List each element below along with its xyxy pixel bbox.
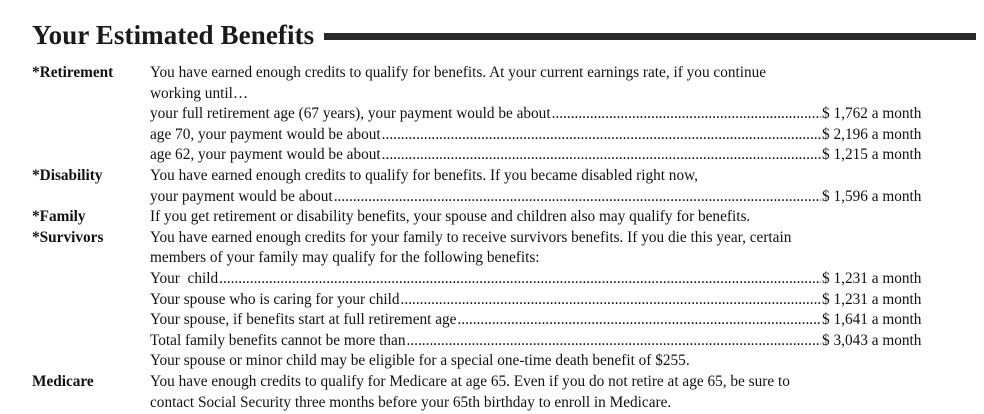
family-body (150, 207, 940, 228)
dot-leader (407, 331, 822, 352)
dot-leader (401, 290, 821, 311)
benefit-row-text: Your spouse who is caring for your child (150, 290, 400, 308)
disability-section (32, 166, 952, 207)
page-title: Your Estimated Benefits (32, 19, 315, 50)
survivors-body (150, 228, 940, 372)
dot-leader (219, 269, 821, 290)
retirement-label: *Retirement (32, 64, 114, 81)
dot-leader (382, 145, 821, 166)
survivors-intro: You have earned enough credits for your family to receive survivors benefits. If you die this year, certain members of your family may qualify for the following benefits: (150, 228, 792, 267)
benefit-row-amount: $ 1,762 a month (822, 105, 922, 123)
dot-leader (457, 310, 821, 331)
benefit-row-text: Your child (150, 269, 219, 287)
benefit-row (150, 310, 940, 331)
benefits-content (32, 63, 952, 413)
retirement-intro: You have earned enough credits to qualify for benefits. At your current earnings rate, if you continue working until… (150, 64, 767, 102)
benefit-row-amount: $ 1,215 a month (822, 146, 922, 164)
family-label: *Family (32, 208, 86, 226)
family-section (32, 207, 952, 228)
survivors-label: *Survivors (32, 228, 104, 246)
benefit-row-text: your full retirement age (67 years), your payment would be about (150, 105, 551, 123)
medicare-body (150, 372, 940, 413)
disability-body (150, 166, 940, 207)
medicare-text: You have enough credits to qualify for Medicare at age 65. Even if you do not retire at age 65, be sure to contact Social Security three months before your 65th birthday to enroll in Medicare. (150, 372, 790, 411)
benefit-row (150, 331, 940, 352)
benefit-row-amount: $ 1,231 a month (822, 269, 922, 287)
medicare-label: Medicare (32, 372, 94, 390)
survivors-note: Your spouse or minor child may be eligible for a special one-time death benefit of $255. (150, 352, 690, 370)
benefit-row (150, 145, 940, 166)
title-rule (324, 33, 976, 40)
benefit-row (150, 269, 940, 290)
benefit-row-amount: $ 1,231 a month (822, 290, 922, 308)
disability-label: *Disability (32, 166, 103, 184)
benefit-row-text: Total family benefits cannot be more than (150, 331, 406, 349)
dot-leader (382, 125, 821, 146)
benefit-row (150, 125, 940, 146)
retirement-section (32, 63, 952, 166)
survivors-section (32, 228, 952, 372)
benefit-row-text: age 62, your payment would be about (150, 146, 381, 164)
benefit-row (150, 290, 940, 311)
header (32, 17, 976, 53)
dot-leader (334, 187, 821, 208)
benefit-row-amount: $ 1,596 a month (822, 187, 922, 205)
benefit-row (150, 187, 940, 208)
medicare-section (32, 372, 952, 413)
disability-intro: You have earned enough credits to qualify for benefits. If you became disabled right now, (150, 166, 698, 184)
family-text: If you get retirement or disability benefits, your spouse and children also may qualify for benefits. (150, 208, 751, 226)
retirement-body (150, 63, 940, 166)
benefit-row-amount: $ 1,641 a month (822, 311, 922, 329)
benefit-row-text: Your spouse, if benefits start at full retirement age (150, 311, 457, 329)
benefit-row-amount: $ 3,043 a month (822, 331, 922, 349)
benefit-row-text: your payment would be about (150, 187, 333, 205)
dot-leader (552, 104, 821, 125)
benefit-row-amount: $ 2,196 a month (822, 125, 922, 143)
benefit-row (150, 104, 940, 125)
benefit-row-text: age 70, your payment would be about (150, 125, 381, 143)
